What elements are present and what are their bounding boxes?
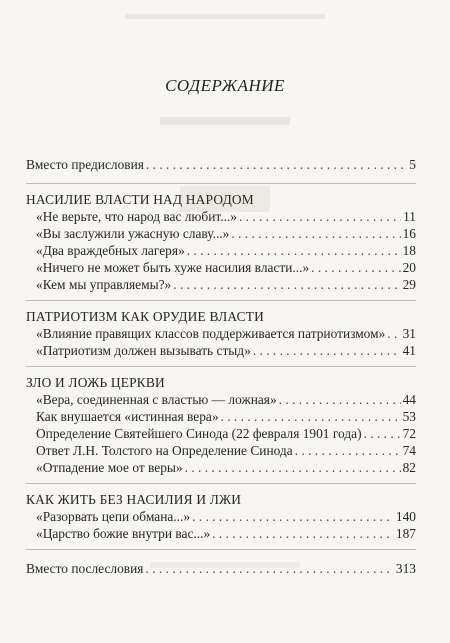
leader-dots bbox=[279, 391, 401, 408]
leader-dots bbox=[295, 442, 401, 459]
toc-entry bbox=[26, 408, 416, 425]
toc-entry-page: 53 bbox=[402, 409, 416, 424]
show-through-mark bbox=[0, 112, 450, 130]
section-heading: НАСИЛИЕ ВЛАСТИ НАД НАРОДОМ bbox=[26, 192, 254, 207]
section-heading: ПАТРИОТИЗМ КАК ОРУДИЕ ВЛАСТИ bbox=[26, 309, 264, 324]
toc-entry-page: 41 bbox=[402, 343, 416, 358]
toc-entry bbox=[26, 525, 416, 542]
toc-entry-label: «Отпадение мое от веры» bbox=[36, 460, 183, 475]
table-of-contents bbox=[26, 156, 416, 577]
toc-entry bbox=[26, 342, 416, 359]
toc-entry-page: 11 bbox=[403, 209, 416, 224]
toc-entry bbox=[26, 208, 416, 225]
toc-entry-label: Ответ Л.Н. Толстого на Определение Синода bbox=[36, 443, 293, 458]
toc-entry-label: «Кем мы управляемы?» bbox=[36, 277, 172, 292]
toc-entry-page: 18 bbox=[402, 243, 416, 258]
leader-dots bbox=[212, 525, 394, 542]
toc-entry-label: «Два враждебных лагеря» bbox=[36, 243, 185, 258]
toc-entry-label: «Патриотизм должен вызывать стыд» bbox=[36, 343, 251, 358]
toc-entry-label: «Разорвать цепи обмана...» bbox=[36, 509, 191, 524]
toc-entry bbox=[26, 425, 416, 442]
leader-dots bbox=[187, 242, 401, 259]
toc-entry-page: 31 bbox=[402, 326, 416, 341]
toc-entry-page: 44 bbox=[402, 392, 416, 407]
toc-entry bbox=[26, 442, 416, 459]
divider bbox=[26, 366, 416, 367]
toc-entry bbox=[26, 259, 416, 276]
leader-dots bbox=[173, 276, 400, 293]
toc-entry-label: Вместо предисловия bbox=[26, 157, 144, 172]
toc-entry bbox=[26, 325, 416, 342]
leader-dots bbox=[253, 342, 401, 359]
section-heading: КАК ЖИТЬ БЕЗ НАСИЛИЯ И ЛЖИ bbox=[26, 492, 242, 507]
toc-entry-page: 16 bbox=[402, 226, 416, 241]
toc-entry-page: 74 bbox=[402, 443, 416, 458]
toc-entry-label: Как внушается «истинная вера» bbox=[36, 409, 219, 424]
toc-entry bbox=[26, 225, 416, 242]
toc-entry-label: «Влияние правящих классов поддерживается патриотизмом» bbox=[36, 326, 386, 341]
page-title: СОДЕРЖАНИЕ bbox=[165, 76, 285, 95]
toc-entry-label: «Царство божие внутри вас...» bbox=[36, 526, 211, 541]
toc-entry-page: 140 bbox=[395, 509, 416, 524]
toc-entry-afterword bbox=[26, 560, 416, 577]
leader-dots bbox=[146, 156, 404, 173]
leader-dots bbox=[387, 325, 400, 342]
leader-dots bbox=[239, 208, 401, 225]
toc-entry-label: «Не верьте, что народ вас любит...» bbox=[36, 209, 237, 224]
toc-entry-label: Определение Святейшего Синода (22 февраля 1901 года) bbox=[36, 426, 362, 441]
toc-entry-label: «Вы заслужили ужасную славу...» bbox=[36, 226, 230, 241]
toc-entry-page: 72 bbox=[402, 426, 416, 441]
toc-entry bbox=[26, 508, 416, 525]
leader-dots bbox=[364, 425, 401, 442]
leader-dots bbox=[145, 560, 393, 577]
toc-entry-label: «Ничего не может быть хуже насилия власти...» bbox=[36, 260, 310, 275]
toc-entry bbox=[26, 459, 416, 476]
toc-entry bbox=[26, 276, 416, 293]
divider bbox=[26, 549, 416, 550]
leader-dots bbox=[185, 459, 401, 476]
toc-entry bbox=[26, 242, 416, 259]
toc-entry-label: Вместо послесловия bbox=[26, 561, 144, 576]
divider bbox=[26, 183, 416, 184]
leader-dots bbox=[221, 408, 401, 425]
toc-entry-label: «Вера, соединенная с властью — ложная» bbox=[36, 392, 277, 407]
toc-entry-page: 187 bbox=[395, 526, 416, 541]
toc-entry-preface bbox=[26, 156, 416, 173]
section-heading: ЗЛО И ЛОЖЬ ЦЕРКВИ bbox=[26, 375, 165, 390]
toc-entry-page: 82 bbox=[402, 460, 416, 475]
toc-entry-page: 20 bbox=[402, 260, 416, 275]
leader-dots bbox=[192, 508, 394, 525]
toc-entry-page: 313 bbox=[395, 561, 416, 576]
toc-entry bbox=[26, 391, 416, 408]
toc-entry-page: 29 bbox=[402, 277, 416, 292]
leader-dots bbox=[231, 225, 400, 242]
divider bbox=[26, 483, 416, 484]
divider bbox=[26, 300, 416, 301]
show-through-mark bbox=[0, 6, 450, 24]
leader-dots bbox=[311, 259, 400, 276]
toc-entry-page: 5 bbox=[409, 157, 416, 172]
